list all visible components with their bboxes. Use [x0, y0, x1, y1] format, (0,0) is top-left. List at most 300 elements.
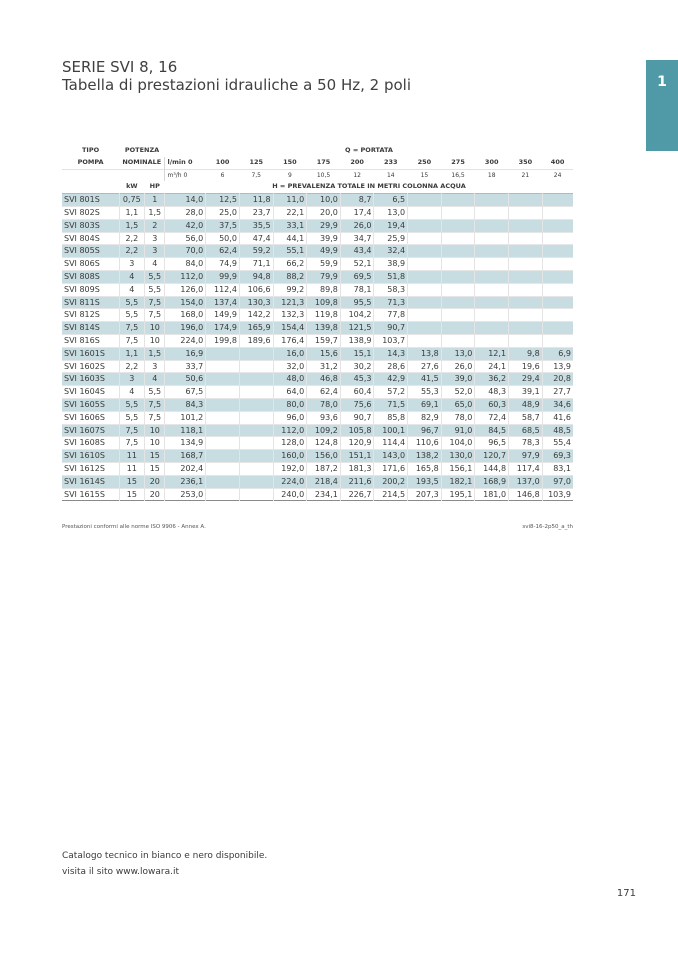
header-row-1 [62, 145, 573, 157]
head-cell: 69,5 [340, 270, 374, 283]
hp-cell: 1 [145, 194, 165, 207]
pump-type-cell: SVI 1608S [64, 438, 105, 448]
flow-m3h: 24 [553, 171, 562, 179]
head-cell: 27,6 [408, 360, 442, 373]
hp-cell: 7,5 [145, 398, 165, 411]
col-nominale: NOMINALE [122, 157, 162, 166]
head-cell [206, 488, 240, 501]
head-cell: 41,5 [408, 373, 442, 386]
head-cell: 96,0 [273, 411, 307, 424]
head-cell [206, 347, 240, 360]
kw-cell: 7,5 [119, 322, 144, 335]
head-cell: 126,0 [165, 283, 206, 296]
head-cell: 29,9 [307, 219, 341, 232]
flow-m3h: 18 [487, 171, 496, 179]
head-cell: 176,4 [273, 334, 307, 347]
flow-m3h: 12 [353, 171, 361, 179]
head-cell: 154,0 [165, 296, 206, 309]
hp-cell: 1,5 [145, 347, 165, 360]
head-cell: 207,3 [408, 488, 442, 501]
pump-type-cell: SVI 1601S [64, 348, 105, 358]
head-cell: 74,9 [206, 258, 240, 271]
pump-type-cell: SVI 802S [64, 207, 100, 217]
head-cell: 32,4 [374, 245, 408, 258]
col-potenza: POTENZA [124, 146, 160, 154]
head-cell: 24,1 [475, 360, 509, 373]
col-head: H = PREVALENZA TOTALE IN METRI COLONNA ACQUA [272, 182, 466, 191]
head-cell: 23,7 [239, 206, 273, 219]
pump-type-cell: SVI 806S [64, 259, 100, 269]
hp-cell: 5,5 [145, 270, 165, 283]
head-cell [509, 258, 543, 271]
flow-lmin: 125 [249, 157, 264, 166]
head-cell: 218,4 [307, 475, 341, 488]
head-cell: 34,7 [340, 232, 374, 245]
table-row [62, 462, 573, 475]
head-cell: 52,1 [340, 258, 374, 271]
hp-cell: 10 [145, 334, 165, 347]
head-cell [475, 232, 509, 245]
head-cell [441, 334, 475, 347]
head-cell [441, 219, 475, 232]
flow-m3h: 10,5 [316, 171, 331, 179]
head-cell: 168,9 [475, 475, 509, 488]
head-cell: 134,9 [165, 437, 206, 450]
pump-type-cell: SVI 1603S [64, 374, 105, 384]
head-cell [542, 296, 573, 309]
head-cell [239, 360, 273, 373]
col-pompa: POMPA [77, 157, 104, 166]
head-cell [475, 322, 509, 335]
pump-type-cell: SVI 812S [64, 310, 100, 320]
head-cell [509, 334, 543, 347]
head-cell: 78,3 [509, 437, 543, 450]
head-cell: 95,5 [340, 296, 374, 309]
head-cell: 13,0 [374, 206, 408, 219]
kw-cell: 4 [119, 270, 144, 283]
head-cell: 48,0 [273, 373, 307, 386]
head-cell: 146,8 [509, 488, 543, 501]
head-cell: 19,6 [509, 360, 543, 373]
head-cell [509, 194, 543, 207]
hp-cell: 10 [145, 424, 165, 437]
kw-cell: 15 [119, 475, 144, 488]
head-cell: 28,0 [165, 206, 206, 219]
kw-cell: 4 [119, 283, 144, 296]
head-cell [239, 424, 273, 437]
head-cell [441, 206, 475, 219]
table-row [62, 245, 573, 258]
head-cell: 104,2 [340, 309, 374, 322]
head-cell [239, 347, 273, 360]
page-subtitle: Tabella di prestazioni idrauliche a 50 Hz, 2 poli [62, 76, 411, 94]
head-cell: 88,2 [273, 270, 307, 283]
table-row [62, 347, 573, 360]
head-cell: 151,1 [340, 450, 374, 463]
hp-cell: 15 [145, 462, 165, 475]
head-cell: 64,0 [273, 386, 307, 399]
head-cell: 62,4 [307, 386, 341, 399]
table-row [62, 296, 573, 309]
head-cell: 224,0 [273, 475, 307, 488]
table-row [62, 283, 573, 296]
head-cell: 253,0 [165, 488, 206, 501]
head-cell: 50,0 [206, 232, 240, 245]
head-cell: 28,6 [374, 360, 408, 373]
head-cell: 37,5 [206, 219, 240, 232]
head-cell [206, 437, 240, 450]
head-cell: 42,0 [165, 219, 206, 232]
head-cell [542, 219, 573, 232]
head-cell [475, 219, 509, 232]
hp-cell: 7,5 [145, 296, 165, 309]
kw-cell: 5,5 [119, 411, 144, 424]
head-cell: 25,9 [374, 232, 408, 245]
head-cell [475, 334, 509, 347]
head-cell [441, 245, 475, 258]
table-row [62, 450, 573, 463]
col-kw: kW [126, 182, 138, 191]
table-row [62, 411, 573, 424]
head-cell: 96,5 [475, 437, 509, 450]
hp-cell: 3 [145, 245, 165, 258]
page-number: 171 [616, 888, 636, 899]
head-cell: 112,4 [206, 283, 240, 296]
head-cell: 11,8 [239, 194, 273, 207]
head-cell: 30,2 [340, 360, 374, 373]
head-cell: 192,0 [273, 462, 307, 475]
head-cell [206, 398, 240, 411]
head-cell: 26,0 [441, 360, 475, 373]
head-cell: 48,5 [542, 424, 573, 437]
head-cell: 13,9 [542, 360, 573, 373]
head-cell: 165,9 [239, 322, 273, 335]
head-cell: 68,5 [509, 424, 543, 437]
head-cell: 60,4 [340, 386, 374, 399]
head-cell [475, 194, 509, 207]
hp-cell: 2 [145, 219, 165, 232]
head-cell: 36,2 [475, 373, 509, 386]
head-cell [206, 386, 240, 399]
kw-cell: 2,2 [119, 360, 144, 373]
table-row [62, 258, 573, 271]
header-row-2 [62, 157, 573, 169]
head-cell [206, 424, 240, 437]
head-cell: 72,4 [475, 411, 509, 424]
head-cell [475, 245, 509, 258]
table-row [62, 194, 573, 207]
head-cell: 59,2 [239, 245, 273, 258]
table-row [62, 360, 573, 373]
pump-type-cell: SVI 809S [64, 284, 100, 294]
flow-lmin: 300 [484, 157, 499, 166]
head-cell: 234,1 [307, 488, 341, 501]
head-cell [441, 194, 475, 207]
head-cell: 78,0 [307, 398, 341, 411]
unit-m3h: m³/h 0 [165, 169, 206, 181]
table-row [62, 488, 573, 501]
head-cell: 121,5 [340, 322, 374, 335]
head-cell: 90,7 [340, 411, 374, 424]
pump-type-cell: SVI 1606S [64, 412, 105, 422]
head-cell: 43,4 [340, 245, 374, 258]
hp-cell: 4 [145, 258, 165, 271]
head-cell [542, 232, 573, 245]
head-cell: 51,8 [374, 270, 408, 283]
head-cell: 149,9 [206, 309, 240, 322]
head-cell: 12,1 [475, 347, 509, 360]
head-cell: 41,6 [542, 411, 573, 424]
head-cell [408, 219, 442, 232]
head-cell: 202,4 [165, 462, 206, 475]
head-cell [408, 296, 442, 309]
head-cell: 130,3 [239, 296, 273, 309]
head-cell: 112,0 [273, 424, 307, 437]
table-row [62, 206, 573, 219]
head-cell: 99,2 [273, 283, 307, 296]
head-cell: 200,2 [374, 475, 408, 488]
pump-type-cell: SVI 1615S [64, 489, 105, 499]
head-cell [509, 309, 543, 322]
head-cell: 94,8 [239, 270, 273, 283]
kw-cell: 11 [119, 462, 144, 475]
head-cell [441, 283, 475, 296]
hp-cell: 20 [145, 488, 165, 501]
head-cell [509, 232, 543, 245]
head-cell [542, 194, 573, 207]
kw-cell: 4 [119, 386, 144, 399]
head-cell [441, 309, 475, 322]
pump-type-cell: SVI 808S [64, 271, 100, 281]
head-cell [542, 270, 573, 283]
head-cell: 15,1 [340, 347, 374, 360]
pump-type-cell: SVI 814S [64, 323, 100, 333]
head-cell: 19,4 [374, 219, 408, 232]
head-cell: 112,0 [165, 270, 206, 283]
table-row [62, 334, 573, 347]
head-cell [542, 334, 573, 347]
footer-website-note: visita il sito www.lowara.it [62, 867, 179, 877]
head-cell [408, 283, 442, 296]
head-cell: 69,1 [408, 398, 442, 411]
head-cell: 89,8 [307, 283, 341, 296]
head-cell [542, 283, 573, 296]
head-cell [475, 309, 509, 322]
head-cell: 160,0 [273, 450, 307, 463]
head-cell: 199,8 [206, 334, 240, 347]
kw-cell: 11 [119, 450, 144, 463]
head-cell: 65,0 [441, 398, 475, 411]
head-cell: 174,9 [206, 322, 240, 335]
hp-cell: 7,5 [145, 411, 165, 424]
head-cell: 168,7 [165, 450, 206, 463]
head-cell: 16,0 [273, 347, 307, 360]
head-cell: 85,8 [374, 411, 408, 424]
kw-cell: 3 [119, 373, 144, 386]
head-cell [542, 206, 573, 219]
kw-cell: 7,5 [119, 334, 144, 347]
head-cell: 114,4 [374, 437, 408, 450]
col-portata: Q = PORTATA [345, 146, 393, 154]
head-cell: 60,3 [475, 398, 509, 411]
head-cell: 12,5 [206, 194, 240, 207]
kw-cell: 15 [119, 488, 144, 501]
table-row [62, 232, 573, 245]
head-cell: 168,0 [165, 309, 206, 322]
head-cell: 193,5 [408, 475, 442, 488]
head-cell [509, 270, 543, 283]
head-cell: 120,7 [475, 450, 509, 463]
head-cell: 33,7 [165, 360, 206, 373]
head-cell: 195,1 [441, 488, 475, 501]
head-cell [441, 232, 475, 245]
head-cell: 52,0 [441, 386, 475, 399]
header-row-4 [62, 181, 573, 193]
head-cell: 137,4 [206, 296, 240, 309]
head-cell: 44,1 [273, 232, 307, 245]
head-cell: 49,9 [307, 245, 341, 258]
head-cell: 142,2 [239, 309, 273, 322]
kw-cell: 2,2 [119, 245, 144, 258]
head-cell: 83,1 [542, 462, 573, 475]
head-cell [542, 258, 573, 271]
head-cell: 48,9 [509, 398, 543, 411]
head-cell: 214,5 [374, 488, 408, 501]
head-cell: 32,0 [273, 360, 307, 373]
hp-cell: 1,5 [145, 206, 165, 219]
page-title: SERIE SVI 8, 16 [62, 58, 178, 76]
head-cell: 75,6 [340, 398, 374, 411]
head-cell: 236,1 [165, 475, 206, 488]
hp-cell: 7,5 [145, 309, 165, 322]
kw-cell: 2,2 [119, 232, 144, 245]
table-row [62, 475, 573, 488]
kw-cell: 7,5 [119, 424, 144, 437]
head-cell: 9,8 [509, 347, 543, 360]
head-cell [239, 437, 273, 450]
head-cell: 26,0 [340, 219, 374, 232]
head-cell: 71,1 [239, 258, 273, 271]
head-cell: 121,3 [273, 296, 307, 309]
flow-lmin: 350 [518, 157, 533, 166]
flow-m3h: 16,5 [451, 171, 465, 179]
head-cell: 55,3 [408, 386, 442, 399]
hp-cell: 20 [145, 475, 165, 488]
table-row [62, 309, 573, 322]
hp-cell: 10 [145, 437, 165, 450]
head-cell: 14,0 [165, 194, 206, 207]
head-cell: 70,0 [165, 245, 206, 258]
flow-m3h: 14 [386, 171, 395, 179]
head-cell [408, 245, 442, 258]
head-cell [408, 232, 442, 245]
kw-cell: 1,1 [119, 206, 144, 219]
head-cell: 22,1 [273, 206, 307, 219]
flow-lmin: 275 [451, 157, 465, 166]
pump-type-cell: SVI 1614S [64, 476, 105, 486]
head-cell: 8,7 [340, 194, 374, 207]
unit-lmin: l/min 0 [165, 157, 206, 169]
head-cell: 15,6 [307, 347, 341, 360]
kw-cell: 3 [119, 258, 144, 271]
head-cell: 132,3 [273, 309, 307, 322]
head-cell: 103,7 [374, 334, 408, 347]
head-cell [509, 283, 543, 296]
head-cell [239, 475, 273, 488]
head-cell: 39,0 [441, 373, 475, 386]
head-cell [239, 373, 273, 386]
head-cell: 79,9 [307, 270, 341, 283]
head-cell: 103,9 [542, 488, 573, 501]
flow-m3h: 7,5 [251, 171, 261, 179]
head-cell: 58,3 [374, 283, 408, 296]
head-cell: 99,9 [206, 270, 240, 283]
head-cell [441, 322, 475, 335]
head-cell: 97,0 [542, 475, 573, 488]
head-cell: 45,3 [340, 373, 374, 386]
head-cell: 39,1 [509, 386, 543, 399]
flow-lmin: 233 [384, 157, 398, 166]
head-cell [509, 322, 543, 335]
head-cell: 118,1 [165, 424, 206, 437]
hp-cell: 5,5 [145, 386, 165, 399]
hp-cell: 3 [145, 360, 165, 373]
head-cell [509, 296, 543, 309]
head-cell: 57,2 [374, 386, 408, 399]
head-cell: 144,8 [475, 462, 509, 475]
head-cell [441, 258, 475, 271]
head-cell [475, 296, 509, 309]
head-cell [239, 488, 273, 501]
head-cell: 97,9 [509, 450, 543, 463]
head-cell: 27,7 [542, 386, 573, 399]
head-cell: 124,8 [307, 437, 341, 450]
pump-type-cell: SVI 1612S [64, 463, 105, 473]
table-row [62, 219, 573, 232]
head-cell: 66,2 [273, 258, 307, 271]
section-tab-label: 1 [657, 74, 667, 90]
head-cell [542, 309, 573, 322]
head-cell: 14,3 [374, 347, 408, 360]
head-cell: 16,9 [165, 347, 206, 360]
hp-cell: 5,5 [145, 283, 165, 296]
head-cell: 82,9 [408, 411, 442, 424]
head-cell: 71,5 [374, 398, 408, 411]
head-cell [408, 194, 442, 207]
flow-lmin: 400 [550, 157, 565, 166]
head-cell [206, 360, 240, 373]
pump-type-cell: SVI 804S [64, 233, 100, 243]
head-cell: 119,8 [307, 309, 341, 322]
head-cell [509, 245, 543, 258]
head-cell: 17,4 [340, 206, 374, 219]
flow-lmin: 150 [283, 157, 297, 166]
head-cell: 69,3 [542, 450, 573, 463]
col-tipo: TIPO [81, 146, 100, 154]
pump-type-cell: SVI 801S [64, 195, 100, 205]
head-cell: 196,0 [165, 322, 206, 335]
table-row [62, 373, 573, 386]
pump-type-cell: SVI 1602S [64, 361, 105, 371]
head-cell: 10,0 [307, 194, 341, 207]
table-row [62, 398, 573, 411]
head-cell: 20,8 [542, 373, 573, 386]
head-cell: 156,1 [441, 462, 475, 475]
head-cell: 93,6 [307, 411, 341, 424]
head-cell: 139,8 [307, 322, 341, 335]
head-cell: 33,1 [273, 219, 307, 232]
head-cell: 11,0 [273, 194, 307, 207]
